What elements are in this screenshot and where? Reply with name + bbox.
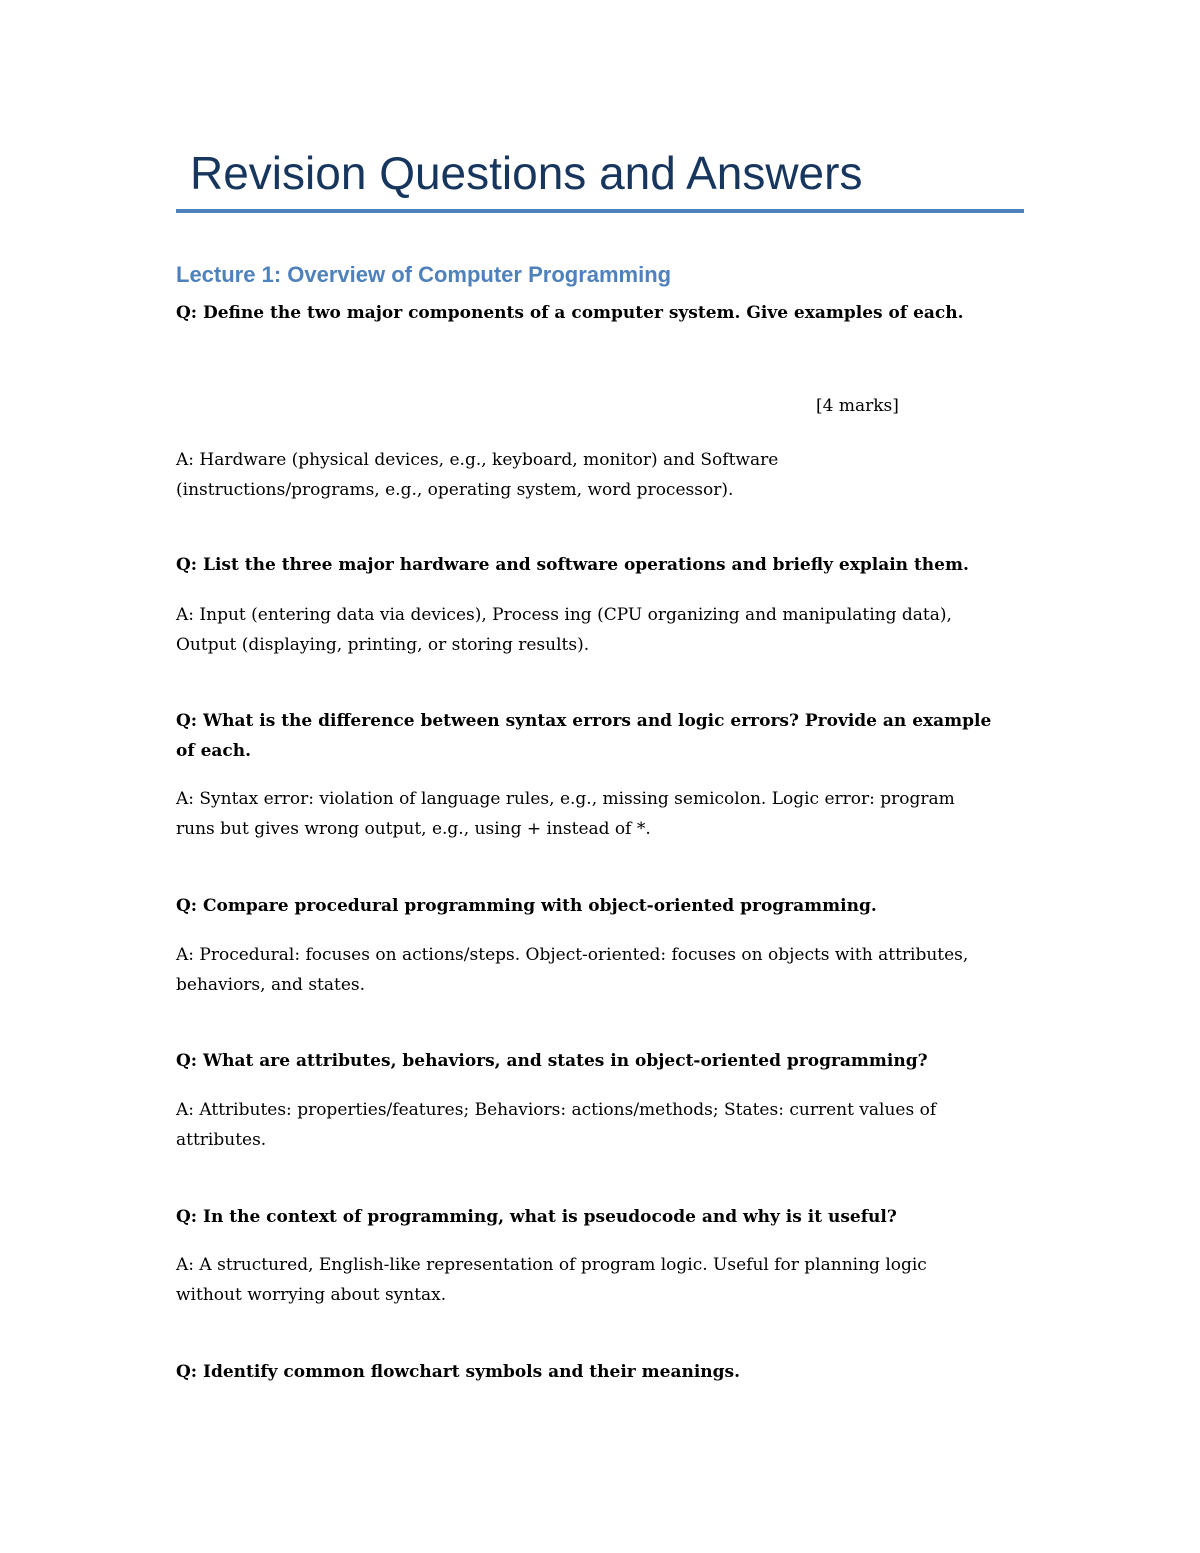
- answer-6: [176, 1250, 1036, 1310]
- question-2-line-1: Q: List the three major hardware and software operations and briefly explain them.: [176, 555, 969, 575]
- answer-6-line-2: without worrying about syntax.: [176, 1285, 447, 1305]
- answer-3-line-2: runs but gives wrong output, e.g., using + instead of *.: [176, 819, 651, 839]
- question-3-line-2: of each.: [176, 741, 252, 761]
- document-title: Revision Questions and Answers: [190, 147, 863, 199]
- answer-4: [176, 940, 1036, 1000]
- question-7: [176, 1357, 1036, 1387]
- question-4: [176, 891, 1036, 921]
- marks-label: [4 marks]: [816, 396, 899, 416]
- question-5-line-1: Q: What are attributes, behaviors, and states in object-oriented programming?: [176, 1051, 928, 1071]
- question-1: [176, 298, 1036, 328]
- question-3: [176, 706, 1036, 766]
- answer-4-line-2: behaviors, and states.: [176, 975, 366, 995]
- answer-5-line-2: attributes.: [176, 1130, 267, 1150]
- question-2: [176, 550, 1036, 580]
- answer-6-line-1: A: A structured, English-like representation of program logic. Useful for planning logic: [176, 1255, 927, 1275]
- answer-2-line-1: A: Input (entering data via devices), Process ing (CPU organizing and manipulating data),: [176, 605, 952, 625]
- answer-5-line-1: A: Attributes: properties/features; Behaviors: actions/methods; States: current values of: [176, 1100, 937, 1120]
- title-underline: [176, 209, 1024, 213]
- question-6: [176, 1202, 1036, 1232]
- answer-5: [176, 1095, 1036, 1155]
- question-6-line-1: Q: In the context of programming, what is pseudocode and why is it useful?: [176, 1207, 897, 1227]
- question-1-line-1: Q: Define the two major components of a computer system. Give examples of each.: [176, 303, 964, 323]
- question-7-line-1: Q: Identify common flowchart symbols and their meanings.: [176, 1362, 741, 1382]
- answer-3: [176, 784, 1036, 844]
- answer-4-line-1: A: Procedural: focuses on actions/steps. Object-oriented: focuses on objects with attributes,: [176, 945, 969, 965]
- answer-2-line-2: Output (displaying, printing, or storing results).: [176, 635, 590, 655]
- question-3-line-1: Q: What is the difference between syntax errors and logic errors? Provide an example: [176, 711, 992, 731]
- question-5: [176, 1046, 1036, 1076]
- section-heading: Lecture 1: Overview of Computer Programming: [176, 262, 672, 287]
- answer-1-line-2: (instructions/programs, e.g., operating system, word processor).: [176, 480, 734, 500]
- answer-3-line-1: A: Syntax error: violation of language rules, e.g., missing semicolon. Logic error: program: [176, 789, 955, 809]
- question-4-line-1: Q: Compare procedural programming with object-oriented programming.: [176, 896, 877, 916]
- answer-2: [176, 600, 1036, 660]
- answer-1-line-1: A: Hardware (physical devices, e.g., keyboard, monitor) and Software: [176, 450, 779, 470]
- answer-1: [176, 445, 1036, 505]
